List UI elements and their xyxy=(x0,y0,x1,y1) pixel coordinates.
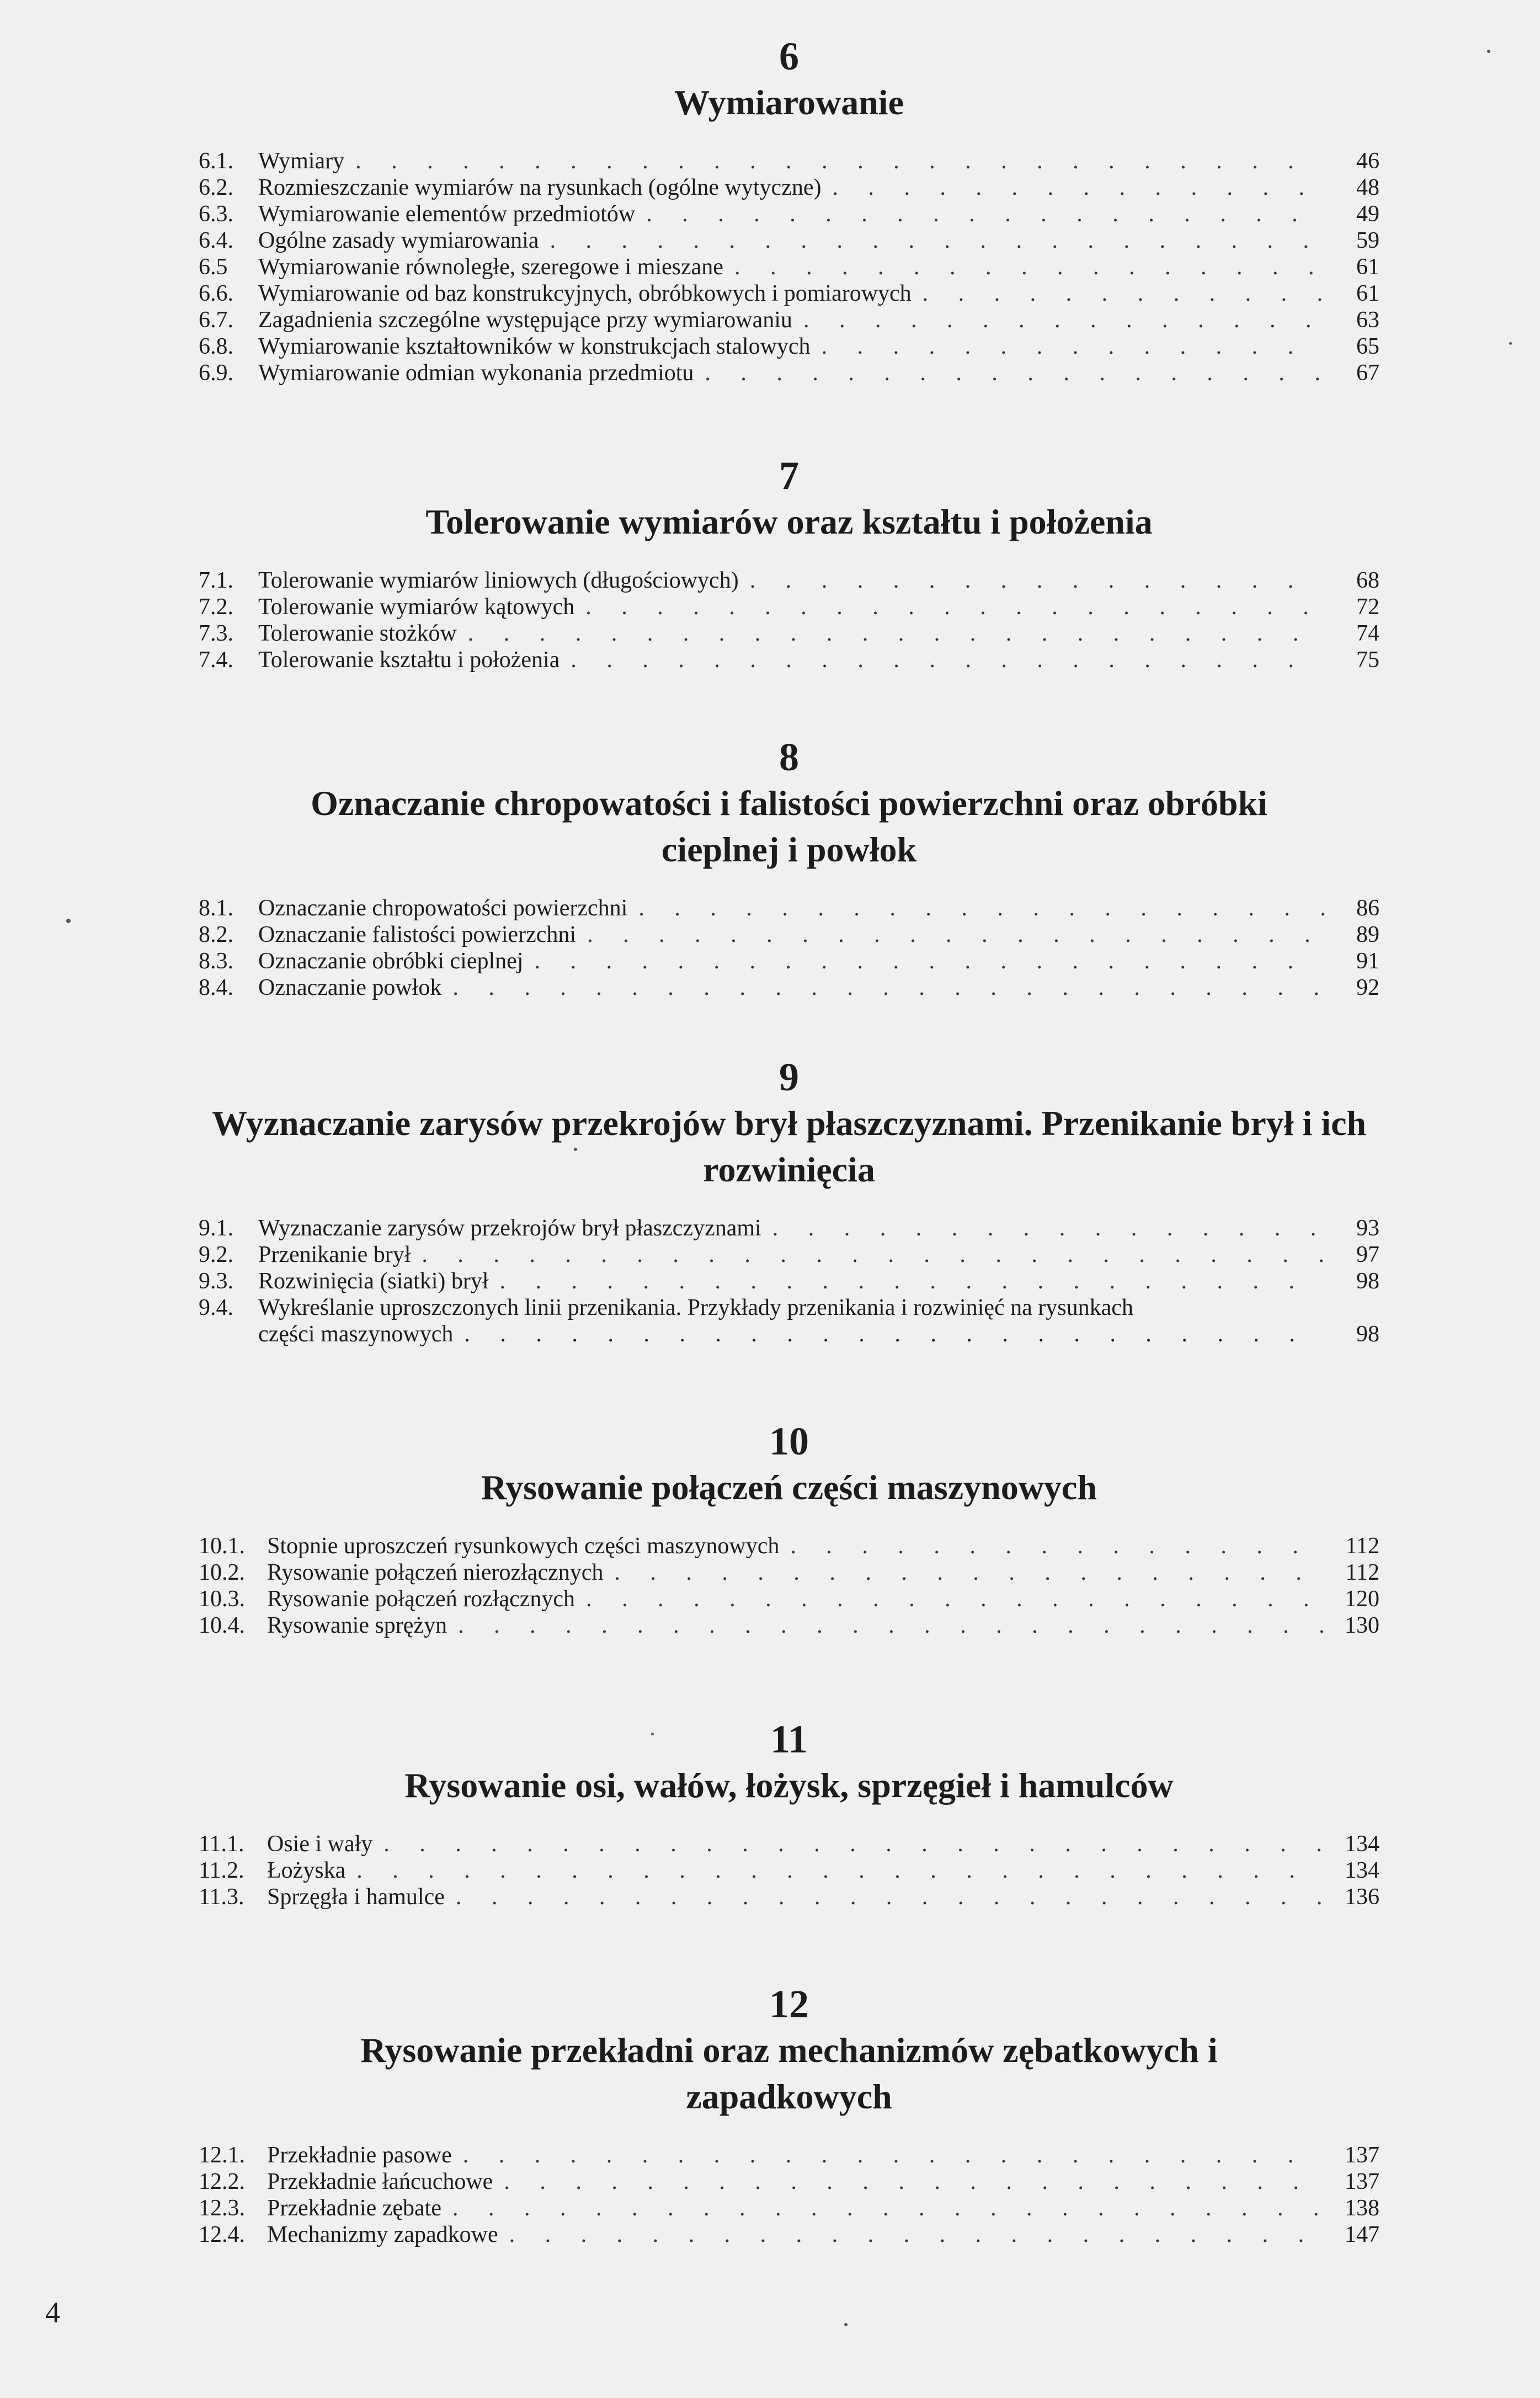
leader-dots xyxy=(523,948,1324,974)
paper-speck xyxy=(651,1733,654,1735)
chapter-entries xyxy=(199,567,1379,673)
paper-speck xyxy=(844,2323,848,2326)
leader-dots xyxy=(453,1321,1324,1347)
entry-code: 11.3. xyxy=(199,1884,244,1910)
paper-speck xyxy=(1509,342,1512,345)
entry-page: 134 xyxy=(1345,1858,1379,1883)
chapter-11 xyxy=(199,1716,1379,1910)
entry-title: Przekładnie pasowe xyxy=(267,2143,452,2168)
leader-dots xyxy=(493,2168,1324,2195)
chapter-7 xyxy=(199,452,1379,673)
toc-entry xyxy=(199,594,1379,620)
leader-dots xyxy=(445,1884,1324,1910)
entry-title: Oznaczanie powłok xyxy=(258,975,442,1000)
chapter-number: 12 xyxy=(769,1982,809,2026)
entry-title: Zagadnienia szczególne występujące przy wymiarowaniu xyxy=(258,307,792,333)
entry-code: 12.4. xyxy=(199,2222,245,2247)
entry-page: 136 xyxy=(1345,1884,1379,1910)
entry-title: Wyznaczanie zarysów przekrojów brył płaszczyznami xyxy=(258,1216,761,1241)
entry-page: 97 xyxy=(1356,1242,1379,1267)
paper-speck xyxy=(574,1148,577,1151)
entry-title: Przekładnie łańcuchowe xyxy=(267,2169,493,2194)
entry-page: 59 xyxy=(1356,228,1379,253)
leader-dots xyxy=(792,307,1324,333)
entry-code: 8.4. xyxy=(199,975,233,1000)
toc-entry xyxy=(199,1559,1379,1586)
entry-title: Tolerowanie wymiarów liniowych (długościowych) xyxy=(258,568,739,593)
entry-code: 10.4. xyxy=(199,1613,245,1638)
leader-dots xyxy=(761,1215,1324,1241)
chapter-entries xyxy=(199,895,1379,1001)
chapter-8 xyxy=(199,734,1379,1001)
entry-code: 10.2. xyxy=(199,1560,245,1585)
entry-title-continued: części maszynowych xyxy=(258,1321,454,1347)
entry-page: 48 xyxy=(1356,175,1379,200)
entry-title: Oznaczanie falistości powierzchni xyxy=(258,922,577,947)
entry-page: 65 xyxy=(1356,334,1379,359)
toc-entry xyxy=(199,148,1379,174)
entry-page: 74 xyxy=(1356,621,1379,646)
leader-dots xyxy=(447,1612,1324,1639)
toc-entry xyxy=(199,620,1379,647)
leader-dots xyxy=(457,620,1324,647)
toc-entry xyxy=(199,1586,1379,1612)
entry-page: 93 xyxy=(1356,1216,1379,1241)
chapter-title: Rysowanie osi, wałów, łożysk, sprzęgieł i hamulców xyxy=(404,1766,1174,1805)
toc-entry xyxy=(199,921,1379,948)
paper-speck xyxy=(1487,50,1490,53)
leader-dots xyxy=(694,360,1324,386)
entry-title: Tolerowanie wymiarów kątowych xyxy=(258,594,575,620)
leader-dots xyxy=(489,1268,1324,1294)
toc-entry xyxy=(199,174,1379,201)
entry-title: Stopnie uproszczeń rysunkowych części maszynowych xyxy=(267,1533,780,1559)
toc-entry xyxy=(199,333,1379,360)
toc-entry xyxy=(199,895,1379,921)
entry-code: 6.9. xyxy=(199,360,233,386)
leader-dots xyxy=(345,1857,1324,1884)
chapter-number: 9 xyxy=(779,1055,799,1099)
toc-entry xyxy=(199,2168,1379,2195)
entry-title: Rozwinięcia (siatki) brył xyxy=(258,1269,489,1294)
page-number: 4 xyxy=(45,2296,60,2329)
leader-dots xyxy=(821,174,1324,201)
entry-page: 147 xyxy=(1345,2222,1379,2247)
leader-dots xyxy=(411,1241,1324,1268)
leader-dots xyxy=(372,1831,1324,1857)
entry-title: Wymiary xyxy=(258,148,345,174)
chapter-entries xyxy=(199,1533,1379,1639)
toc-entry xyxy=(199,567,1379,594)
entry-title: Tolerowanie kształtu i położenia xyxy=(258,647,560,673)
entry-line-2 xyxy=(199,1321,1379,1347)
entry-title: Ogólne zasady wymiarowania xyxy=(258,228,539,253)
entry-page: 91 xyxy=(1356,948,1379,974)
entry-title: Rozmieszczanie wymiarów na rysunkach (ogólne wytyczne) xyxy=(258,175,822,200)
entry-page: 92 xyxy=(1356,975,1379,1000)
toc-entry xyxy=(199,1215,1379,1241)
chapter-title: Wymiarowanie xyxy=(674,83,904,122)
entry-code: 9.3. xyxy=(199,1269,233,1294)
chapter-entries xyxy=(199,1215,1379,1347)
entry-line-1 xyxy=(199,1294,1379,1321)
entry-code: 6.3. xyxy=(199,201,233,227)
toc-entry xyxy=(199,647,1379,673)
leader-dots xyxy=(574,594,1324,620)
chapter-9 xyxy=(199,1054,1379,1347)
leader-dots xyxy=(441,2195,1324,2221)
toc-entry xyxy=(199,1857,1379,1884)
chapter-number: 11 xyxy=(770,1717,808,1761)
entry-code: 7.4. xyxy=(199,647,233,673)
leader-dots xyxy=(559,647,1324,673)
toc-entry xyxy=(199,1884,1379,1910)
chapter-title: Rysowanie przekładni oraz mechanizmów zębatkowych i zapadkowych xyxy=(360,2031,1218,2116)
entry-code: 10.1. xyxy=(199,1533,245,1559)
entry-page: 130 xyxy=(1345,1613,1379,1638)
entry-page: 75 xyxy=(1356,647,1379,673)
entry-code: 7.2. xyxy=(199,594,233,620)
chapter-number: 8 xyxy=(779,735,799,779)
entry-page: 98 xyxy=(1356,1321,1379,1347)
leader-dots xyxy=(603,1559,1324,1586)
toc-entry xyxy=(199,2142,1379,2168)
entry-page: 61 xyxy=(1356,281,1379,306)
leader-dots xyxy=(575,1586,1324,1612)
entry-page: 137 xyxy=(1345,2143,1379,2168)
entry-title: Wymiarowanie od baz konstrukcyjnych, obróbkowych i pomiarowych xyxy=(258,281,912,306)
chapter-12 xyxy=(199,1981,1379,2248)
entry-code: 9.4. xyxy=(199,1295,233,1320)
entry-code: 8.1. xyxy=(199,896,233,921)
toc-entry xyxy=(199,1533,1379,1559)
entry-code: 6.7. xyxy=(199,307,233,333)
leader-dots xyxy=(739,567,1324,594)
entry-title: Wymiarowanie odmian wykonania przedmiotu xyxy=(258,360,694,386)
entry-code: 12.3. xyxy=(199,2195,245,2221)
toc-entry xyxy=(199,254,1379,280)
toc-entry xyxy=(199,201,1379,227)
entry-page: 112 xyxy=(1345,1560,1379,1585)
entry-page: 72 xyxy=(1356,594,1379,620)
entry-code: 12.2. xyxy=(199,2169,245,2194)
entry-page: 63 xyxy=(1356,307,1379,333)
toc-entry xyxy=(199,1241,1379,1268)
entry-code: 8.3. xyxy=(199,948,233,974)
chapter-title: Wyznaczanie zarysów przekrojów brył płaszczyznami. Przenikanie brył i ich rozwinięcia xyxy=(211,1104,1367,1189)
chapter-entries xyxy=(199,2142,1379,2248)
entry-code: 12.1. xyxy=(199,2143,245,2168)
chapter-6 xyxy=(199,33,1379,386)
chapter-title: Tolerowanie wymiarów oraz kształtu i położenia xyxy=(425,502,1153,541)
entry-page: 98 xyxy=(1356,1269,1379,1294)
entry-title: Wykreślanie uproszczonych linii przenikania. Przykłady przenikania i rozwinięć na rysunkach xyxy=(258,1295,1133,1320)
leader-dots xyxy=(344,148,1324,174)
toc-entry xyxy=(199,2195,1379,2221)
toc-entry xyxy=(199,1831,1379,1857)
entry-code: 6.8. xyxy=(199,334,233,359)
leader-dots xyxy=(576,921,1324,948)
toc-entry xyxy=(199,280,1379,307)
entry-title: Wymiarowanie równoległe, szeregowe i mieszane xyxy=(258,254,723,280)
entry-title: Oznaczanie obróbki cieplnej xyxy=(258,948,524,974)
toc-entry xyxy=(199,307,1379,333)
entry-title: Rysowanie sprężyn xyxy=(267,1613,447,1638)
toc-entry xyxy=(199,360,1379,386)
chapter-10 xyxy=(199,1418,1379,1639)
chapter-title: Rysowanie połączeń części maszynowych xyxy=(481,1468,1097,1507)
entry-title: Rysowanie połączeń nierozłącznych xyxy=(267,1560,604,1585)
entry-page: 67 xyxy=(1356,360,1379,386)
paper-speck xyxy=(66,919,71,923)
entry-page: 46 xyxy=(1356,148,1379,174)
entry-title: Przekładnie zębate xyxy=(267,2195,441,2221)
entry-title: Sprzęgła i hamulce xyxy=(267,1884,445,1910)
entry-page: 112 xyxy=(1345,1533,1379,1559)
entry-title: Tolerowanie stożków xyxy=(258,621,457,646)
leader-dots xyxy=(441,974,1324,1001)
chapter-entries xyxy=(199,148,1379,386)
toc-entry xyxy=(199,2221,1379,2248)
entry-page: 61 xyxy=(1356,254,1379,280)
entry-title: Łożyska xyxy=(267,1858,346,1883)
entry-code: 10.3. xyxy=(199,1586,245,1612)
chapter-number: 10 xyxy=(769,1419,809,1463)
entry-code: 6.1. xyxy=(199,148,233,174)
chapter-entries xyxy=(199,1831,1379,1910)
leader-dots xyxy=(539,227,1325,254)
entry-code: 7.3. xyxy=(199,621,233,646)
entry-page: 138 xyxy=(1345,2195,1379,2221)
leader-dots xyxy=(811,333,1324,360)
leader-dots xyxy=(452,2142,1324,2168)
entry-page: 68 xyxy=(1356,568,1379,593)
entry-title: Wymiarowanie kształtowników w konstrukcjach stalowych xyxy=(258,334,811,359)
entry-code: 11.1. xyxy=(199,1831,244,1857)
entry-page: 134 xyxy=(1345,1831,1379,1857)
leader-dots xyxy=(912,280,1324,307)
entry-code: 11.2. xyxy=(199,1858,244,1883)
entry-code: 7.1. xyxy=(199,568,233,593)
entry-code: 6.5 xyxy=(199,254,228,280)
entry-code: 8.2. xyxy=(199,922,233,947)
leader-dots xyxy=(723,254,1324,280)
entry-page: 120 xyxy=(1345,1586,1379,1612)
chapter-number: 6 xyxy=(779,34,799,78)
entry-code: 6.4. xyxy=(199,228,233,253)
leader-dots xyxy=(627,895,1324,921)
entry-code: 9.1. xyxy=(199,1216,233,1241)
entry-title: Osie i wały xyxy=(267,1831,373,1857)
entry-page: 86 xyxy=(1356,896,1379,921)
entry-title: Przenikanie brył xyxy=(258,1242,411,1267)
toc-entry xyxy=(199,948,1379,974)
toc-entry xyxy=(199,974,1379,1001)
entry-title: Oznaczanie chropowatości powierzchni xyxy=(258,896,628,921)
entry-code: 6.2. xyxy=(199,175,233,200)
leader-dots xyxy=(779,1533,1324,1559)
toc-entry xyxy=(199,227,1379,254)
entry-title: Wymiarowanie elementów przedmiotów xyxy=(258,201,636,227)
entry-title: Mechanizmy zapadkowe xyxy=(267,2222,498,2247)
leader-dots xyxy=(498,2221,1324,2248)
entry-page: 49 xyxy=(1356,201,1379,227)
entry-page: 137 xyxy=(1345,2169,1379,2194)
chapter-title: Oznaczanie chropowatości i falistości powierzchni oraz obróbki cieplnej i powłok xyxy=(311,784,1267,869)
toc-entry xyxy=(199,1612,1379,1639)
chapter-number: 7 xyxy=(779,454,799,498)
toc-entry xyxy=(199,1268,1379,1294)
leader-dots xyxy=(635,201,1324,227)
entry-code: 6.6. xyxy=(199,281,233,306)
entry-page: 89 xyxy=(1356,922,1379,947)
entry-code: 9.2. xyxy=(199,1242,233,1267)
entry-title: Rysowanie połączeń rozłącznych xyxy=(267,1586,575,1612)
toc-entry xyxy=(199,1294,1379,1347)
